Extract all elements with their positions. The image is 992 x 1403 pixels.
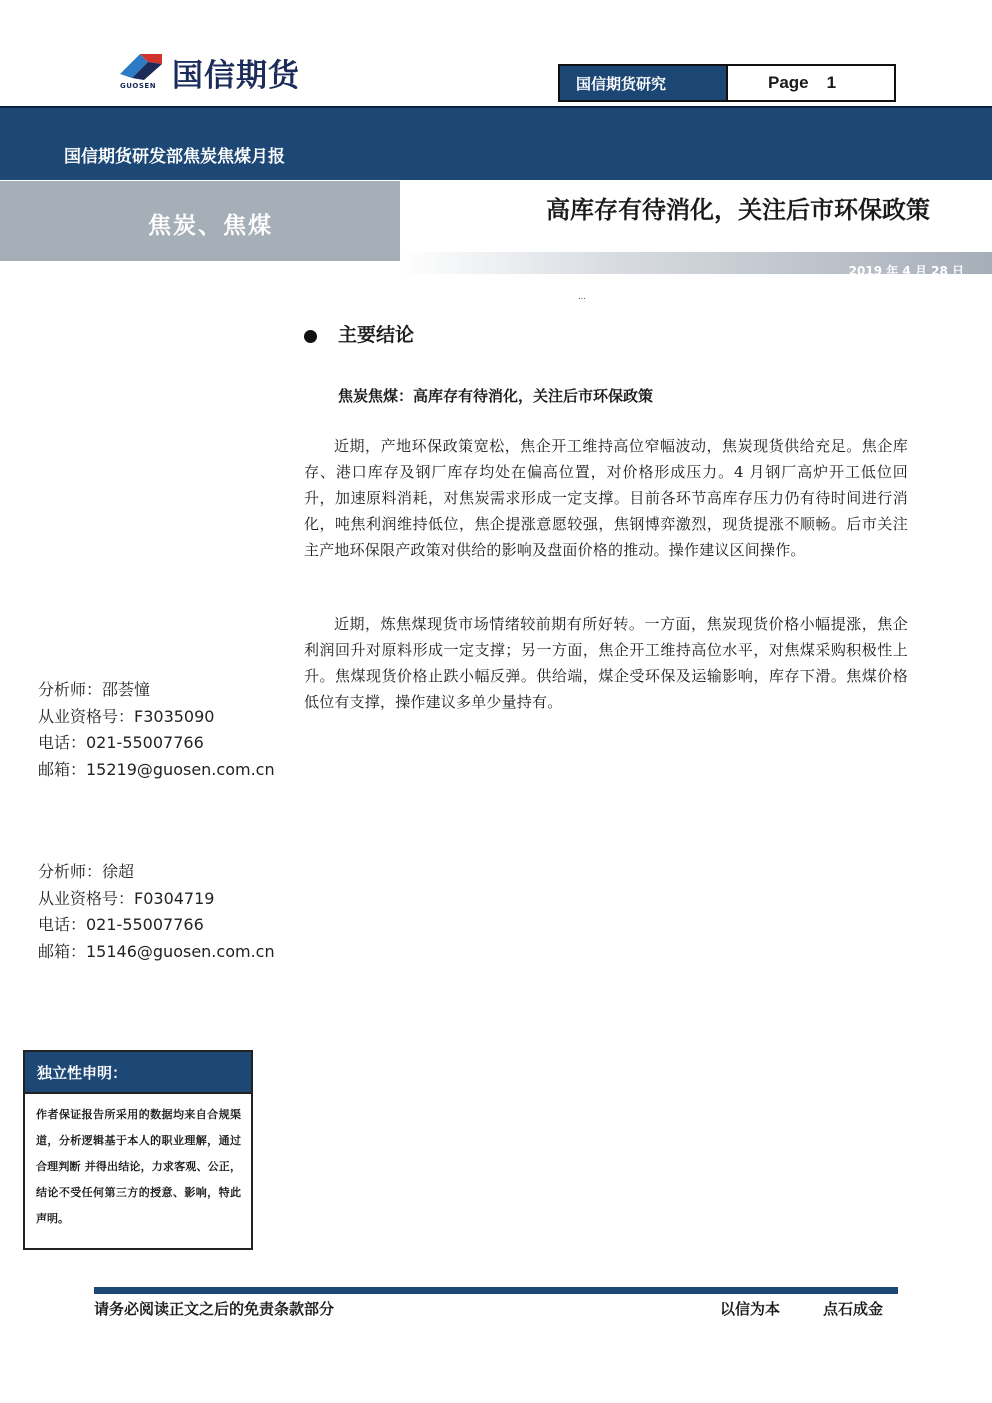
analyst-info <box>38 677 275 783</box>
analyst-email: 邮箱：15219@guosen.com.cn <box>38 759 275 779</box>
analyst-info <box>38 859 275 965</box>
analyst-cert: 从业资格号：F3035090 <box>38 706 215 726</box>
independence-declaration <box>23 1050 253 1250</box>
category-box <box>0 181 400 261</box>
body-paragraph: 近期，炼焦煤现货市场情绪较前期有所好转。一方面，焦炭现货价格小幅提涨，焦企利润回升对原料形成一定支撑；另一方面，焦企开工维持高位水平，对焦煤采购积极性上升。焦煤现货价格止跌小幅反弹。供给端，煤企受环保及运输影响，库存下滑。焦煤价格低位有支撑，操作建议多单少量持有。 <box>304 615 908 711</box>
report-date: 2019 年 4 月 28 日 <box>848 264 964 278</box>
section-title: 主要结论 <box>338 324 415 346</box>
logo-subtext: GUOSEN <box>120 82 157 90</box>
footer-slogan: 以信为本 <box>720 1300 781 1318</box>
page-label: Page <box>768 73 809 92</box>
analyst-cert: 从业资格号：F0304719 <box>38 888 215 908</box>
page-title: 高库存有待消化，关注后市环保政策 <box>546 196 930 224</box>
footer-notice: 请务必阅读正文之后的免责条款部分 <box>94 1300 335 1318</box>
body-paragraph: 近期，产地环保政策宽松，焦企开工维持高位窄幅波动，焦炭现货供给充足。焦企库存、港口库存及钢厂库存均处在偏高位置，对价格形成压力。4 月钢厂高炉开工低位回升，加速原料消耗，对焦炭需求形成一定支撑。目前各环节高库存压力仍有待时间进行消化，吨焦利润维持低位，焦企提涨意愿较强，焦钢博弈激烈，现货提涨不顺畅。后市关注主产地环保限产政策对供给的影响及盘面价格的推动。操作建议区间操作。 <box>304 437 908 559</box>
report-band <box>0 106 992 180</box>
page-indicator <box>728 66 894 100</box>
footer-divider <box>94 1287 898 1294</box>
analyst-phone: 电话：021-55007766 <box>38 915 204 934</box>
report-series-title: 国信期货研发部焦炭焦煤月报 <box>64 147 285 167</box>
header-box <box>558 64 896 102</box>
analyst-name: 分析师：邵荟憧 <box>38 680 151 699</box>
analyst-name: 分析师：徐超 <box>38 862 135 881</box>
footer-slogan: 点石成金 <box>823 1300 884 1318</box>
declaration-title: 独立性申明： <box>25 1052 251 1094</box>
tiny-mark: … <box>578 292 586 301</box>
company-logo <box>118 48 348 96</box>
date-bar <box>400 252 992 278</box>
analyst-email: 邮箱：15146@guosen.com.cn <box>38 941 275 961</box>
bullet-icon <box>304 330 317 343</box>
research-label: 国信期货研究 <box>560 66 728 100</box>
declaration-body: 作者保证报告所采用的数据均来自合规渠道，分析逻辑基于本人的职业理解，通过合理判断 并得出结论，力求客观、公正，结论不受任何第三方的授意、影响，特此声明。 <box>36 1108 241 1225</box>
logo-wordmark: 国信期货 <box>172 58 300 94</box>
analyst-phone: 电话：021-55007766 <box>38 733 204 752</box>
page-number: 1 <box>826 73 837 92</box>
category-label: 焦炭、焦煤 <box>148 213 273 239</box>
section-subheading: 焦炭焦煤：高库存有待消化，关注后市环保政策 <box>338 387 654 405</box>
